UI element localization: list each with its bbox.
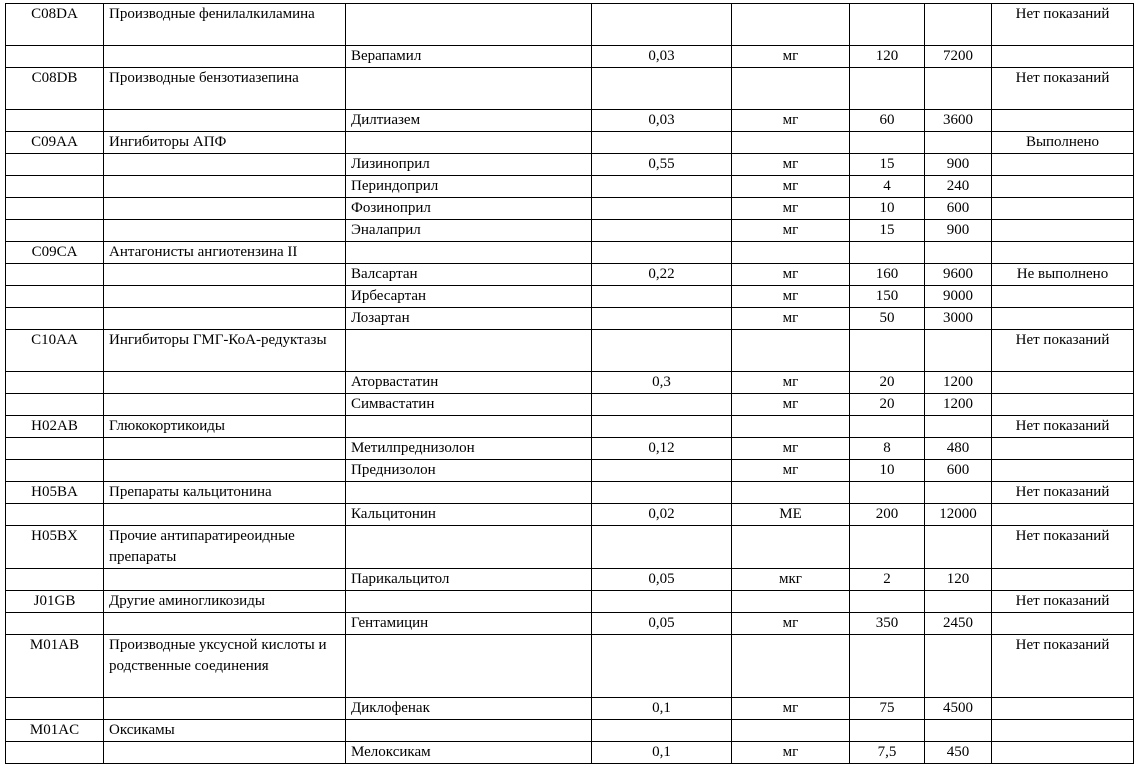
percent-cell: [592, 460, 732, 482]
dose-cell: 10: [850, 198, 925, 220]
percent-cell: [592, 591, 732, 613]
unit-cell: мг: [732, 698, 850, 720]
drug-name-cell: Парикальцитол: [346, 569, 592, 591]
drug-name-cell: Лизиноприл: [346, 154, 592, 176]
percent-cell: 0,12: [592, 438, 732, 460]
percent-cell: [592, 330, 732, 372]
drug-row: [6, 286, 1134, 308]
unit-cell: мг: [732, 176, 850, 198]
dose-cell: [850, 132, 925, 154]
unit-cell: мг: [732, 198, 850, 220]
drug-name-cell: Лозартан: [346, 308, 592, 330]
drug-name-cell: Эналаприл: [346, 220, 592, 242]
group-name-cell: [104, 372, 346, 394]
dose-cell: 200: [850, 504, 925, 526]
atc-code-cell: [6, 46, 104, 68]
percent-cell: 0,05: [592, 569, 732, 591]
unit-cell: мг: [732, 220, 850, 242]
drug-name-cell: [346, 132, 592, 154]
status-cell: Не выполнено: [992, 264, 1134, 286]
unit-cell: мг: [732, 460, 850, 482]
atc-code-cell: [6, 198, 104, 220]
group-name-cell: Другие аминогликозиды: [104, 591, 346, 613]
status-cell: [992, 198, 1134, 220]
drug-table: [5, 3, 1134, 764]
percent-cell: [592, 176, 732, 198]
atc-code-cell: [6, 176, 104, 198]
unit-cell: [732, 720, 850, 742]
atc-code-cell: [6, 569, 104, 591]
unit-cell: мг: [732, 308, 850, 330]
unit-cell: [732, 132, 850, 154]
drug-name-cell: Мелоксикам: [346, 742, 592, 764]
group-name-cell: [104, 286, 346, 308]
percent-cell: [592, 4, 732, 46]
percent-cell: [592, 68, 732, 110]
atc-code-cell: C08DA: [6, 4, 104, 46]
atc-code-cell: [6, 438, 104, 460]
group-row: [6, 526, 1134, 569]
dose-cell: 160: [850, 264, 925, 286]
total-cell: 480: [925, 438, 992, 460]
drug-name-cell: Гентамицин: [346, 613, 592, 635]
drug-row: [6, 220, 1134, 242]
drug-name-cell: Диклофенак: [346, 698, 592, 720]
group-name-cell: [104, 394, 346, 416]
drug-row: [6, 46, 1134, 68]
drug-name-cell: Валсартан: [346, 264, 592, 286]
total-cell: 4500: [925, 698, 992, 720]
atc-code-cell: H05BA: [6, 482, 104, 504]
dose-cell: 4: [850, 176, 925, 198]
drug-name-cell: [346, 591, 592, 613]
group-name-cell: [104, 504, 346, 526]
status-cell: [992, 460, 1134, 482]
group-name-cell: [104, 176, 346, 198]
drug-row: [6, 154, 1134, 176]
atc-code-cell: H05BX: [6, 526, 104, 569]
total-cell: 9000: [925, 286, 992, 308]
atc-code-cell: [6, 504, 104, 526]
dose-cell: [850, 526, 925, 569]
dose-cell: 50: [850, 308, 925, 330]
group-row: [6, 591, 1134, 613]
group-row: [6, 720, 1134, 742]
drug-name-cell: Кальцитонин: [346, 504, 592, 526]
unit-cell: [732, 591, 850, 613]
status-cell: [992, 698, 1134, 720]
status-cell: Выполнено: [992, 132, 1134, 154]
group-name-cell: [104, 438, 346, 460]
drug-name-cell: [346, 526, 592, 569]
total-cell: [925, 416, 992, 438]
drug-name-cell: Дилтиазем: [346, 110, 592, 132]
status-cell: [992, 742, 1134, 764]
atc-code-cell: [6, 394, 104, 416]
percent-cell: 0,55: [592, 154, 732, 176]
dose-cell: 8: [850, 438, 925, 460]
total-cell: 3000: [925, 308, 992, 330]
atc-code-cell: J01GB: [6, 591, 104, 613]
group-name-cell: [104, 110, 346, 132]
drug-name-cell: [346, 68, 592, 110]
group-name-cell: [104, 220, 346, 242]
group-row: [6, 416, 1134, 438]
total-cell: [925, 68, 992, 110]
unit-cell: МЕ: [732, 504, 850, 526]
atc-code-cell: [6, 698, 104, 720]
percent-cell: [592, 526, 732, 569]
dose-cell: 2: [850, 569, 925, 591]
atc-code-cell: [6, 264, 104, 286]
status-cell: Нет показаний: [992, 4, 1134, 46]
drug-row: [6, 372, 1134, 394]
status-cell: [992, 110, 1134, 132]
atc-code-cell: M01AC: [6, 720, 104, 742]
atc-code-cell: [6, 220, 104, 242]
group-name-cell: [104, 198, 346, 220]
total-cell: [925, 242, 992, 264]
atc-code-cell: H02AB: [6, 416, 104, 438]
drug-name-cell: Симвастатин: [346, 394, 592, 416]
status-cell: [992, 720, 1134, 742]
atc-code-cell: C09CA: [6, 242, 104, 264]
dose-cell: 75: [850, 698, 925, 720]
total-cell: 120: [925, 569, 992, 591]
percent-cell: 0,1: [592, 742, 732, 764]
group-name-cell: Производные фенилалкиламина: [104, 4, 346, 46]
status-cell: Нет показаний: [992, 526, 1134, 569]
group-name-cell: Производные бензотиазепина: [104, 68, 346, 110]
total-cell: 240: [925, 176, 992, 198]
dose-cell: 15: [850, 154, 925, 176]
group-name-cell: [104, 742, 346, 764]
unit-cell: мг: [732, 394, 850, 416]
group-name-cell: [104, 569, 346, 591]
atc-code-cell: [6, 110, 104, 132]
total-cell: 9600: [925, 264, 992, 286]
percent-cell: [592, 132, 732, 154]
total-cell: [925, 720, 992, 742]
status-cell: [992, 242, 1134, 264]
dose-cell: [850, 330, 925, 372]
total-cell: 12000: [925, 504, 992, 526]
unit-cell: [732, 242, 850, 264]
unit-cell: [732, 68, 850, 110]
status-cell: [992, 372, 1134, 394]
group-row: [6, 68, 1134, 110]
group-name-cell: [104, 154, 346, 176]
dose-cell: [850, 242, 925, 264]
unit-cell: мг: [732, 264, 850, 286]
unit-cell: мг: [732, 110, 850, 132]
drug-name-cell: Фозиноприл: [346, 198, 592, 220]
atc-code-cell: M01AB: [6, 635, 104, 698]
group-name-cell: [104, 308, 346, 330]
percent-cell: 0,3: [592, 372, 732, 394]
drug-name-cell: [346, 416, 592, 438]
drug-name-cell: Преднизолон: [346, 460, 592, 482]
drug-row: [6, 198, 1134, 220]
status-cell: Нет показаний: [992, 416, 1134, 438]
unit-cell: [732, 330, 850, 372]
total-cell: 7200: [925, 46, 992, 68]
total-cell: [925, 591, 992, 613]
atc-code-cell: [6, 372, 104, 394]
percent-cell: 0,22: [592, 264, 732, 286]
dose-cell: [850, 635, 925, 698]
status-cell: [992, 154, 1134, 176]
group-row: [6, 242, 1134, 264]
drug-row: [6, 698, 1134, 720]
group-name-cell: Ингибиторы ГМГ-КоА-редуктазы: [104, 330, 346, 372]
group-name-cell: Оксикамы: [104, 720, 346, 742]
group-name-cell: Ингибиторы АПФ: [104, 132, 346, 154]
drug-row: [6, 613, 1134, 635]
total-cell: [925, 330, 992, 372]
total-cell: 900: [925, 154, 992, 176]
drug-name-cell: [346, 242, 592, 264]
atc-code-cell: [6, 286, 104, 308]
percent-cell: [592, 394, 732, 416]
group-name-cell: [104, 264, 346, 286]
group-row: [6, 635, 1134, 698]
percent-cell: [592, 416, 732, 438]
unit-cell: мг: [732, 46, 850, 68]
total-cell: 900: [925, 220, 992, 242]
status-cell: Нет показаний: [992, 482, 1134, 504]
dose-cell: [850, 482, 925, 504]
total-cell: 600: [925, 460, 992, 482]
dose-cell: 120: [850, 46, 925, 68]
atc-code-cell: C08DB: [6, 68, 104, 110]
unit-cell: мг: [732, 286, 850, 308]
drug-row: [6, 742, 1134, 764]
dose-cell: [850, 4, 925, 46]
total-cell: 600: [925, 198, 992, 220]
atc-code-cell: [6, 154, 104, 176]
total-cell: 450: [925, 742, 992, 764]
percent-cell: 0,05: [592, 613, 732, 635]
drug-name-cell: Метилпреднизолон: [346, 438, 592, 460]
status-cell: [992, 394, 1134, 416]
percent-cell: [592, 720, 732, 742]
percent-cell: [592, 286, 732, 308]
drug-row: [6, 176, 1134, 198]
unit-cell: [732, 4, 850, 46]
group-name-cell: Прочие антипаратиреоидные препараты: [104, 526, 346, 569]
unit-cell: мг: [732, 372, 850, 394]
percent-cell: [592, 242, 732, 264]
percent-cell: [592, 482, 732, 504]
drug-name-cell: [346, 635, 592, 698]
status-cell: Нет показаний: [992, 635, 1134, 698]
drug-name-cell: [346, 720, 592, 742]
status-cell: [992, 286, 1134, 308]
drug-name-cell: [346, 4, 592, 46]
total-cell: [925, 482, 992, 504]
table-body: [6, 4, 1134, 764]
unit-cell: [732, 635, 850, 698]
total-cell: 2450: [925, 613, 992, 635]
unit-cell: мг: [732, 613, 850, 635]
unit-cell: мг: [732, 154, 850, 176]
group-row: [6, 482, 1134, 504]
drug-row: [6, 504, 1134, 526]
status-cell: Нет показаний: [992, 591, 1134, 613]
group-name-cell: Препараты кальцитонина: [104, 482, 346, 504]
dose-cell: 350: [850, 613, 925, 635]
group-name-cell: [104, 460, 346, 482]
dose-cell: 60: [850, 110, 925, 132]
atc-code-cell: [6, 460, 104, 482]
status-cell: Нет показаний: [992, 330, 1134, 372]
unit-cell: [732, 416, 850, 438]
group-name-cell: [104, 613, 346, 635]
drug-row: [6, 110, 1134, 132]
status-cell: [992, 220, 1134, 242]
percent-cell: 0,02: [592, 504, 732, 526]
drug-row: [6, 438, 1134, 460]
dose-cell: 20: [850, 372, 925, 394]
percent-cell: [592, 635, 732, 698]
total-cell: [925, 132, 992, 154]
total-cell: 1200: [925, 372, 992, 394]
drug-name-cell: [346, 330, 592, 372]
group-name-cell: Производные уксусной кислоты и родственные соединения: [104, 635, 346, 698]
unit-cell: мг: [732, 438, 850, 460]
dose-cell: [850, 720, 925, 742]
total-cell: 1200: [925, 394, 992, 416]
status-cell: [992, 569, 1134, 591]
percent-cell: 0,03: [592, 110, 732, 132]
percent-cell: [592, 198, 732, 220]
dose-cell: 150: [850, 286, 925, 308]
group-name-cell: [104, 698, 346, 720]
drug-row: [6, 394, 1134, 416]
group-row: [6, 4, 1134, 46]
dose-cell: 20: [850, 394, 925, 416]
status-cell: [992, 504, 1134, 526]
dose-cell: [850, 591, 925, 613]
dose-cell: [850, 416, 925, 438]
status-cell: [992, 438, 1134, 460]
dose-cell: 7,5: [850, 742, 925, 764]
total-cell: [925, 526, 992, 569]
unit-cell: [732, 482, 850, 504]
drug-row: [6, 264, 1134, 286]
group-name-cell: Антагонисты ангиотензина II: [104, 242, 346, 264]
status-cell: Нет показаний: [992, 68, 1134, 110]
status-cell: [992, 46, 1134, 68]
atc-code-cell: C09AA: [6, 132, 104, 154]
status-cell: [992, 176, 1134, 198]
drug-row: [6, 460, 1134, 482]
atc-code-cell: C10AA: [6, 330, 104, 372]
drug-name-cell: Периндоприл: [346, 176, 592, 198]
total-cell: [925, 4, 992, 46]
drug-name-cell: Верапамил: [346, 46, 592, 68]
percent-cell: [592, 220, 732, 242]
unit-cell: мкг: [732, 569, 850, 591]
unit-cell: [732, 526, 850, 569]
drug-name-cell: Аторвастатин: [346, 372, 592, 394]
drug-row: [6, 308, 1134, 330]
group-name-cell: Глюкокортикоиды: [104, 416, 346, 438]
dose-cell: 15: [850, 220, 925, 242]
group-row: [6, 330, 1134, 372]
drug-name-cell: Ирбесартан: [346, 286, 592, 308]
percent-cell: 0,1: [592, 698, 732, 720]
drug-name-cell: [346, 482, 592, 504]
group-row: [6, 132, 1134, 154]
unit-cell: мг: [732, 742, 850, 764]
dose-cell: [850, 68, 925, 110]
dose-cell: 10: [850, 460, 925, 482]
percent-cell: 0,03: [592, 46, 732, 68]
total-cell: 3600: [925, 110, 992, 132]
drug-row: [6, 569, 1134, 591]
group-name-cell: [104, 46, 346, 68]
status-cell: [992, 613, 1134, 635]
percent-cell: [592, 308, 732, 330]
atc-code-cell: [6, 308, 104, 330]
atc-code-cell: [6, 613, 104, 635]
status-cell: [992, 308, 1134, 330]
total-cell: [925, 635, 992, 698]
atc-code-cell: [6, 742, 104, 764]
